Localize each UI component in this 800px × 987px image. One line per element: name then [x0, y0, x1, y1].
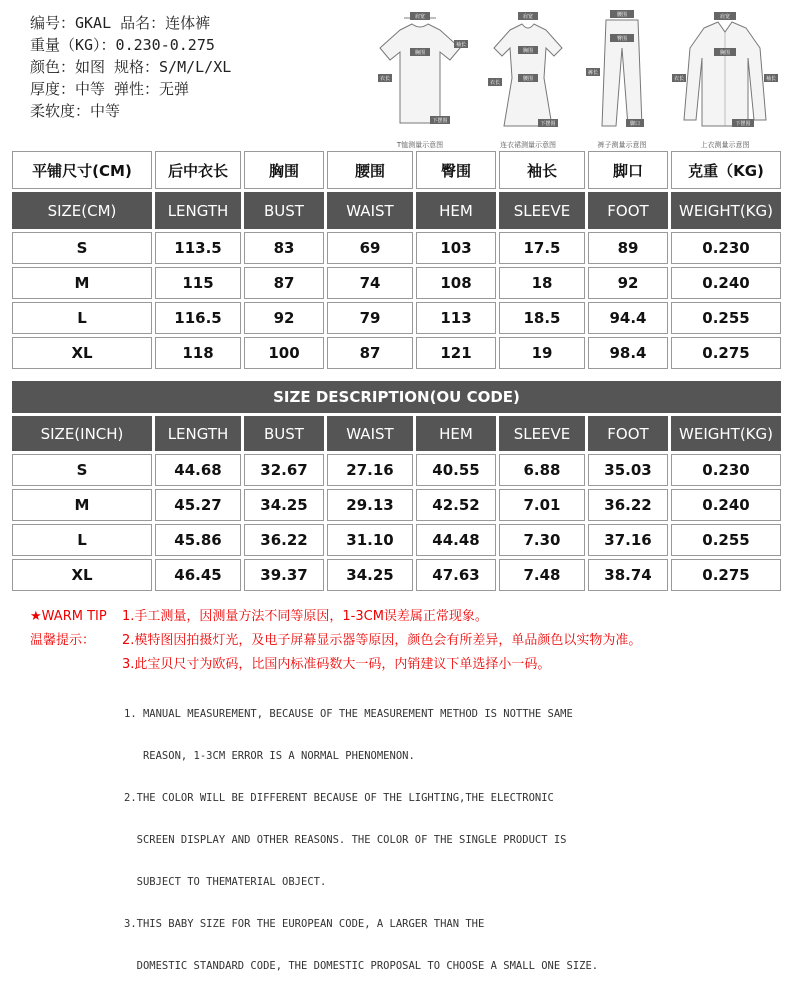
product-info: [30, 12, 231, 122]
value-cell: 45.86: [155, 524, 241, 556]
value-cell: 98.4: [588, 337, 668, 369]
header-cell: FOOT: [588, 416, 668, 451]
svg-text:臀围: 臀围: [616, 36, 628, 42]
value-cell: 103: [416, 232, 496, 264]
header-cell: 腰围: [327, 151, 413, 189]
note-line: DOMESTIC STANDARD CODE, THE DOMESTIC PROPOSAL TO CHOOSE A SMALL ONE SIZE.: [124, 960, 599, 972]
value-cell: 89: [588, 232, 668, 264]
value-cell: 18: [499, 267, 585, 299]
value-cell: 38.74: [588, 559, 668, 591]
value-cell: 115: [155, 267, 241, 299]
jacket-diagram-caption: 上衣测量示意图: [700, 141, 750, 149]
svg-text:肩宽: 肩宽: [414, 14, 426, 20]
info-line-code: 编号：GKAL 品名：连体裤: [30, 14, 211, 32]
header-cell: WEIGHT(KG): [671, 192, 781, 229]
pants-diagram-caption: 裤子测量示意图: [597, 141, 647, 149]
svg-text:脚口: 脚口: [629, 121, 641, 127]
star-icon: ★: [30, 609, 42, 624]
value-cell: 45.27: [155, 489, 241, 521]
value-cell: 94.4: [588, 302, 668, 334]
svg-text:腰围: 腰围: [616, 12, 628, 18]
header-cell: 平铺尺寸(CM): [12, 151, 152, 189]
jacket-diagram-icon: [670, 8, 780, 148]
value-cell: 7.30: [499, 524, 585, 556]
tip-item: 2.模特图因拍摄灯光，及电子屏幕显示器等原因，颜色会有所差异，单品颜色以实物为准。: [122, 633, 642, 648]
value-cell: 92: [588, 267, 668, 299]
warm-tip-label-cn: 温馨提示：: [30, 633, 96, 648]
header-cell: WEIGHT(KG): [671, 416, 781, 451]
value-cell: 0.275: [671, 337, 781, 369]
header-cell: SLEEVE: [499, 192, 585, 229]
size-cell: L: [12, 302, 152, 334]
value-cell: 121: [416, 337, 496, 369]
svg-text:下摆围: 下摆围: [735, 121, 751, 127]
value-cell: 7.48: [499, 559, 585, 591]
value-cell: 29.13: [327, 489, 413, 521]
value-cell: 34.25: [244, 489, 324, 521]
header-cell: SIZE(CM): [12, 192, 152, 229]
header-cell: LENGTH: [155, 416, 241, 451]
header-cell: 胸围: [244, 151, 324, 189]
note-line: REASON, 1-3CM ERROR IS A NORMAL PHENOMENON.: [124, 750, 415, 762]
measurement-diagrams: [370, 8, 790, 148]
value-cell: 46.45: [155, 559, 241, 591]
table-row: [12, 302, 781, 334]
size-cell: M: [12, 267, 152, 299]
size-cell: L: [12, 524, 152, 556]
size-cell: S: [12, 454, 152, 486]
value-cell: 0.255: [671, 302, 781, 334]
header-cell: LENGTH: [155, 192, 241, 229]
table-row: [12, 232, 781, 264]
value-cell: 87: [244, 267, 324, 299]
value-cell: 36.22: [244, 524, 324, 556]
header-cell: 袖长: [499, 151, 585, 189]
table-row: [12, 267, 781, 299]
value-cell: 34.25: [327, 559, 413, 591]
dress-diagram-icon: [478, 8, 578, 148]
tip-item: 3.此宝贝尺寸为欧码，比国内标准码数大一码，内销建议下单选择小一码。: [122, 657, 551, 672]
note-line: 2.THE COLOR WILL BE DIFFERENT BECAUSE OF THE LIGHTING,THE ELECTRONIC: [124, 792, 554, 804]
info-line-softness: 柔软度：中等: [30, 102, 121, 120]
value-cell: 0.230: [671, 454, 781, 486]
header-cell: HEM: [416, 192, 496, 229]
note-line: SCREEN DISPLAY AND OTHER REASONS. THE COLOR OF THE SINGLE PRODUCT IS: [124, 834, 567, 846]
value-cell: 113.5: [155, 232, 241, 264]
value-cell: 118: [155, 337, 241, 369]
value-cell: 47.63: [416, 559, 496, 591]
value-cell: 44.48: [416, 524, 496, 556]
value-cell: 92: [244, 302, 324, 334]
header-cell: 克重（KG): [671, 151, 781, 189]
inch-table-title: SIZE DESCRIPTION(OU CODE): [12, 381, 781, 413]
info-line-weight: 重量（KG）：0.230-0.275: [30, 36, 215, 54]
size-table-cm: [9, 148, 784, 372]
value-cell: 40.55: [416, 454, 496, 486]
svg-text:胸围: 胸围: [522, 48, 534, 54]
table-row: [12, 524, 781, 556]
tip-item: 1.手工测量，因测量方法不同等原因，1-3CM误差属正常现象。: [122, 609, 488, 624]
warm-tip-label: WARM TIP: [41, 609, 107, 624]
header-cell: WAIST: [327, 416, 413, 451]
svg-text:衣长: 衣长: [673, 76, 685, 82]
svg-text:胸围: 胸围: [414, 50, 426, 56]
value-cell: 100: [244, 337, 324, 369]
svg-text:肩宽: 肩宽: [719, 14, 731, 20]
table-row: [12, 489, 781, 521]
value-cell: 74: [327, 267, 413, 299]
size-cell: XL: [12, 337, 152, 369]
value-cell: 27.16: [327, 454, 413, 486]
value-cell: 83: [244, 232, 324, 264]
pants-diagram-icon: [582, 8, 662, 148]
value-cell: 39.37: [244, 559, 324, 591]
svg-text:袖长: 袖长: [765, 76, 777, 82]
svg-text:胸围: 胸围: [719, 50, 731, 56]
value-cell: 32.67: [244, 454, 324, 486]
header-cell: 脚口: [588, 151, 668, 189]
svg-text:袖长: 袖长: [455, 42, 467, 48]
en-header-row: [12, 416, 781, 451]
size-table-inch: [9, 378, 784, 594]
value-cell: 0.230: [671, 232, 781, 264]
cn-header-row: [12, 151, 781, 189]
header-cell: SIZE(INCH): [12, 416, 152, 451]
svg-text:腰围: 腰围: [522, 76, 534, 82]
en-header-row: [12, 192, 781, 229]
value-cell: 36.22: [588, 489, 668, 521]
value-cell: 69: [327, 232, 413, 264]
value-cell: 116.5: [155, 302, 241, 334]
dress-diagram-caption: 连衣裙测量示意图: [500, 141, 556, 149]
value-cell: 19: [499, 337, 585, 369]
header-cell: FOOT: [588, 192, 668, 229]
value-cell: 6.88: [499, 454, 585, 486]
size-cell: S: [12, 232, 152, 264]
header-cell: HEM: [416, 416, 496, 451]
table-row: [12, 454, 781, 486]
value-cell: 79: [327, 302, 413, 334]
english-notes: [124, 679, 598, 987]
info-line-color-size: 颜色：如图 规格：S/M/L/XL: [30, 58, 232, 76]
note-line: 3.THIS BABY SIZE FOR THE EUROPEAN CODE, A LARGER THAN THE: [124, 918, 485, 930]
value-cell: 18.5: [499, 302, 585, 334]
svg-text:下摆围: 下摆围: [540, 121, 556, 127]
value-cell: 17.5: [499, 232, 585, 264]
note-line: SUBJECT TO THEMATERIAL OBJECT.: [124, 876, 327, 888]
value-cell: 0.240: [671, 489, 781, 521]
tshirt-diagram-caption: T恤测量示意图: [396, 141, 444, 149]
size-cell: M: [12, 489, 152, 521]
value-cell: 44.68: [155, 454, 241, 486]
value-cell: 113: [416, 302, 496, 334]
header-cell: 臀围: [416, 151, 496, 189]
header-cell: BUST: [244, 416, 324, 451]
value-cell: 87: [327, 337, 413, 369]
value-cell: 0.240: [671, 267, 781, 299]
value-cell: 0.255: [671, 524, 781, 556]
value-cell: 0.275: [671, 559, 781, 591]
value-cell: 42.52: [416, 489, 496, 521]
svg-text:肩宽: 肩宽: [522, 14, 534, 20]
note-line: 1. MANUAL MEASUREMENT, BECAUSE OF THE MEASUREMENT METHOD IS NOTTHE SAME: [124, 708, 573, 720]
tshirt-diagram-icon: [370, 8, 470, 148]
value-cell: 35.03: [588, 454, 668, 486]
value-cell: 7.01: [499, 489, 585, 521]
warm-tips: [30, 605, 641, 677]
header-cell: BUST: [244, 192, 324, 229]
inch-table-title-row: [12, 381, 781, 413]
table-row: [12, 337, 781, 369]
svg-text:衣长: 衣长: [489, 80, 501, 86]
header-cell: SLEEVE: [499, 416, 585, 451]
value-cell: 108: [416, 267, 496, 299]
info-line-thickness: 厚度：中等 弹性：无弹: [30, 80, 190, 98]
svg-text:裤长: 裤长: [587, 70, 599, 76]
value-cell: 31.10: [327, 524, 413, 556]
size-cell: XL: [12, 559, 152, 591]
svg-text:下摆围: 下摆围: [432, 118, 448, 124]
svg-text:衣长: 衣长: [379, 76, 391, 82]
table-row: [12, 559, 781, 591]
header-cell: WAIST: [327, 192, 413, 229]
value-cell: 37.16: [588, 524, 668, 556]
header-cell: 后中衣长: [155, 151, 241, 189]
